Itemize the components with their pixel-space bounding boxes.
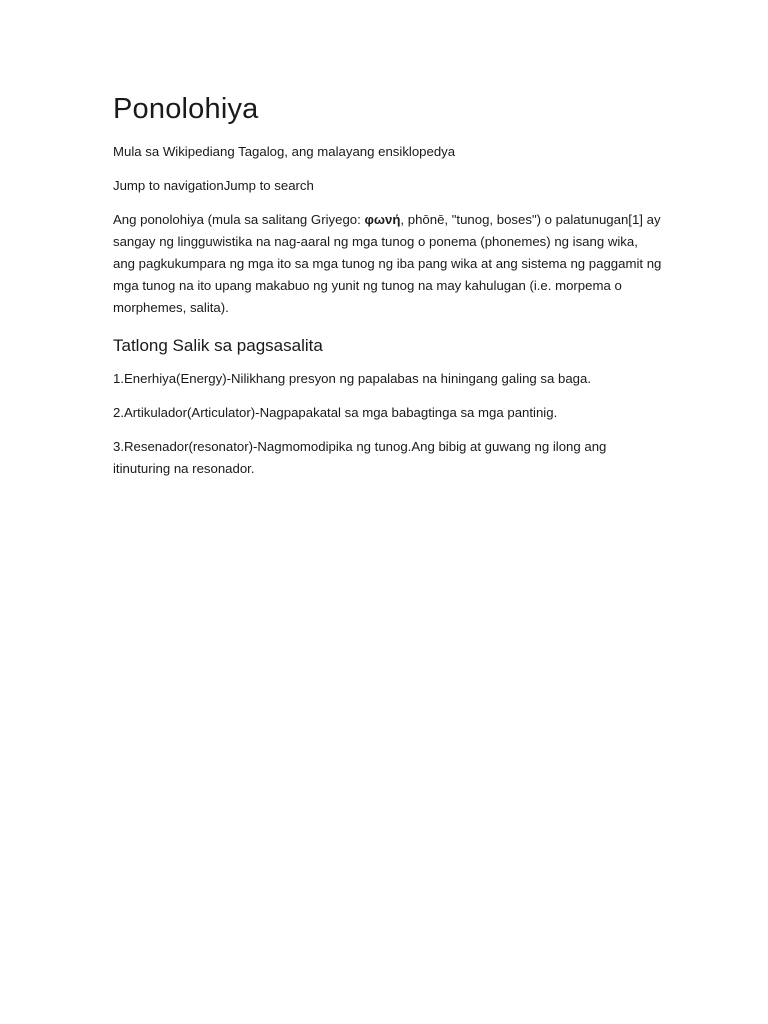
page-title: Ponolohiya <box>113 93 259 125</box>
intro-paragraph <box>113 209 663 319</box>
intro-text-start: Ang ponolohiya (mula sa salitang Griyego: <box>113 211 365 227</box>
page-subtitle: Mula sa Wikipediang Tagalog, ang malayang ensiklopedya <box>113 143 456 159</box>
list-item-articulator: 2.Artikulador(Articulator)-Nagpapakatal sa mga babagtinga sa mga pantinig. <box>113 405 558 421</box>
intro-text-rest: , phōnē, "tunog, boses") o palatunugan[1] ay sangay ng lingguwistika na nag-aaral ng mga tunog o ponema (phonemes) ng isang wika, ang pagkukumpara ng mga ito sa mga tunog ng iba pang wika at ang sistema ng paggamit ng mga tunog na ito upang makabuo ng yunit ng tunog na may kahulugan (i.e. morpema o morphemes, salita). <box>113 211 662 315</box>
greek-word: φωνή <box>364 211 401 227</box>
list-item-resonator: 3.Resenador(resonator)-Nagmomodipika ng tunog.Ang bibig at guwang ng ilong ang itinuturing na resonador. <box>113 439 607 477</box>
document-page <box>113 92 663 492</box>
jump-links-text: Jump to navigationJump to search <box>113 177 314 193</box>
section-heading: Tatlong Salik sa pagsasalita <box>113 335 323 355</box>
list-item-energy: 1.Enerhiya(Energy)-Nilikhang presyon ng papalabas na hiningang galing sa baga. <box>113 371 592 387</box>
